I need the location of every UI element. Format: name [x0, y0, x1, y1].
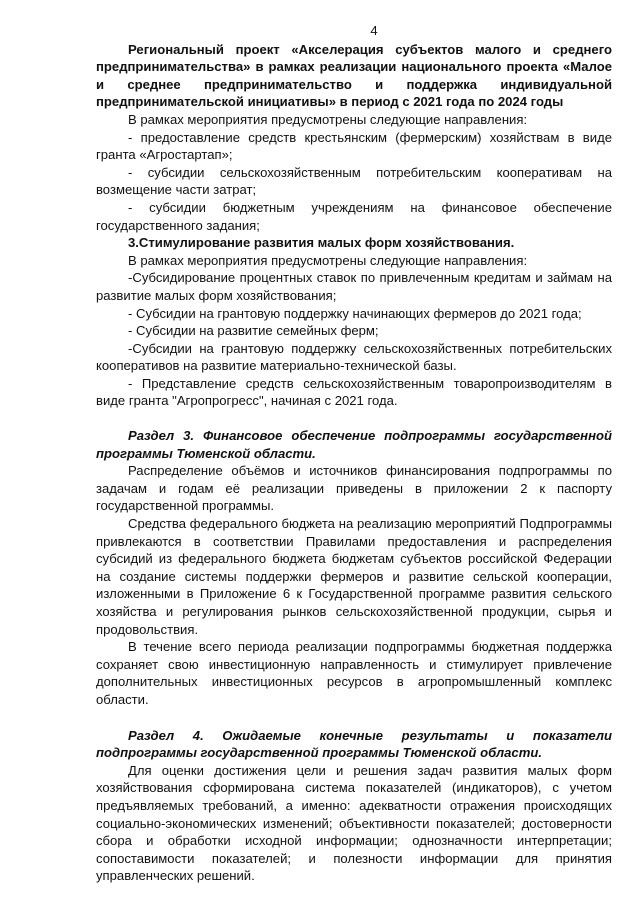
- section4-heading: Раздел 4. Ожидаемые конечные результаты и показатели подпрограммы государственной программы Тюменской области.: [96, 727, 612, 761]
- spacer: [96, 709, 612, 727]
- section3-paragraph: В течение всего периода реализации подпрограммы бюджетная поддержка сохраняет свою инвестиционную направленность и стимулирует привлечение дополнительных инвестиционных ресурсов в агропромышленный комплекс области.: [96, 639, 612, 707]
- section3-heading: Раздел 3. Финансовое обеспечение подпрограммы государственной программы Тюменской области.: [96, 428, 612, 461]
- section4-paragraph: Для оценки достижения цели и решения задач развития малых форм хозяйствования сформирована система показателей (индикаторов), с учетом предъявляемых требований, а именно: адекватности отражения происходящих социально-экономических изменений; объективности показателей; достоверности сбора и обработки исходной информации; однозначности интерпретации; сопоставимости показателей; и полезности информации для принятия управленческих решений.: [96, 762, 612, 884]
- project-item: - субсидии бюджетным учреждениям на финансовое обеспечение государственного задания;: [96, 199, 612, 233]
- project-item: - субсидии сельскохозяйственным потребительским кооперативам на возмещение части затрат;: [96, 164, 612, 198]
- stimulation-item: - Субсидии на развитие семейных ферм;: [128, 323, 379, 339]
- page-number: 4: [370, 23, 378, 38]
- stimulation-title: 3.Стимулирование развития малых форм хозяйствования.: [128, 235, 515, 251]
- stimulation-item: -Субсидии на грантовую поддержку сельскохозяйственных потребительских кооперативов на развитие материально-технической базы.: [96, 340, 612, 374]
- project-title: Региональный проект «Акселерация субъектов малого и среднего предпринимательства» в рамках реализации национального проекта «Малое и среднее предпринимательство и поддержка индивидуальной предпринимательской инициативы» в период с 2021 года по 2024 годы: [96, 41, 612, 110]
- stimulation-item: - Субсидии на грантовую поддержку начинающих фермеров до 2021 года;: [128, 305, 582, 321]
- project-item: - предоставление средств крестьянским (фермерским) хозяйствам в виде гранта «Агростартап»;: [96, 129, 612, 163]
- project-intro: В рамках мероприятия предусмотрены следующие направления:: [128, 111, 528, 127]
- spacer: [96, 410, 612, 427]
- section3-paragraph: Распределение объёмов и источников финансирования подпрограммы по задачам и годам её реализации приведены в приложении 2 к паспорту государственной программы.: [96, 463, 612, 514]
- section3-paragraph: Средства федерального бюджета на реализацию мероприятий Подпрограммы привлекаются в соответствии Правилами предоставления и распределения субсидий из федерального бюджета бюджетам субъектов российской Федерации на создание системы поддержки фермеров и развитие сельской кооперации, изложенными в Приложение 6 к Государственной программе развития сельского хозяйства и регулирования рынков сельскохозяйственной продукции, сырья и продовольствия.: [96, 516, 612, 637]
- stimulation-item: - Представление средств сельскохозяйственным товаропроизводителям в виде гранта "Агропрогресс", начиная с 2021 года.: [96, 375, 612, 409]
- stimulation-intro: В рамках мероприятия предусмотрены следующие направления:: [128, 252, 528, 268]
- stimulation-item: -Субсидирование процентных ставок по привлеченным кредитам и займам на развитие малых форм хозяйствования;: [96, 270, 612, 303]
